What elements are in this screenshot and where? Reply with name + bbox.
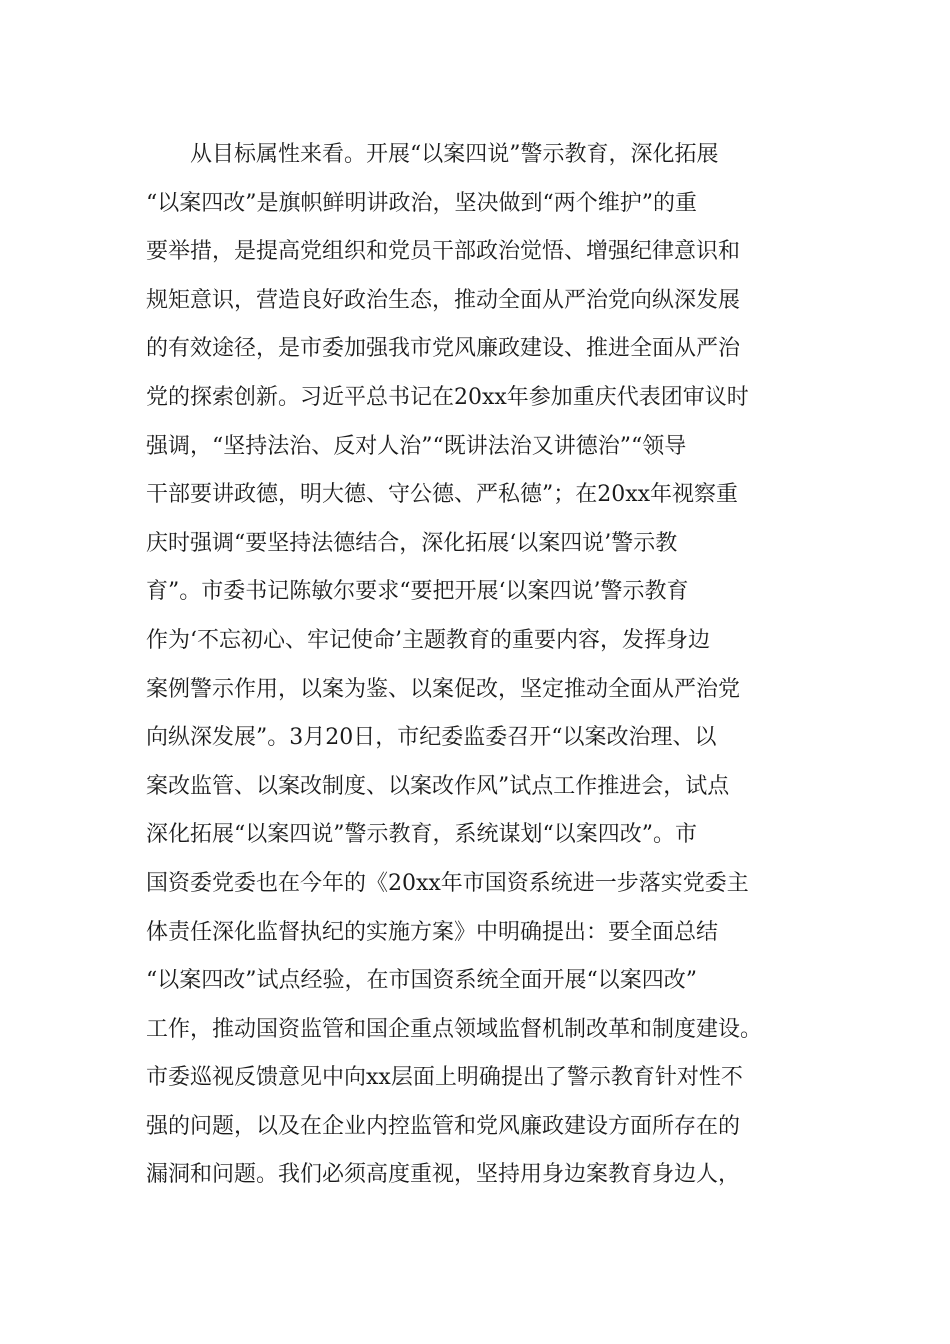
text-line: 向纵深发展”。3月20日，市纪委监委召开“以案改治理、以 (146, 725, 717, 751)
text-line: 作为‘不忘初心、牢记使命’主题教育的重要内容，发挥身边 (146, 627, 710, 653)
text-line: 干部要讲政德，明大德、守公德、严私德”；在20xx年视察重 (146, 482, 739, 508)
text-line: 漏洞和问题。我们必须高度重视，坚持用身边案教育身边人， (146, 1162, 741, 1188)
text-line: 案例警示作用，以案为鉴、以案促改，坚定推动全面从严治党 (146, 676, 741, 702)
text-line: “以案四改”试点经验，在市国资系统全面开展“以案四改” (146, 968, 697, 994)
text-line: 规矩意识，营造良好政治生态，推动全面从严治党向纵深发展 (146, 287, 741, 313)
text-line: 案改监管、以案改制度、以案改作风”试点工作推进会，试点 (146, 773, 730, 799)
text-line: 要举措，是提高党组织和党员干部政治觉悟、增强纪律意识和 (146, 239, 741, 265)
text-line: 育”。市委书记陈敏尔要求“要把开展‘以案四说’警示教育 (146, 579, 689, 605)
text-line: 从目标属性来看。开展“以案四说”警示教育，深化拓展 (190, 142, 719, 167)
text-line: “以案四改”是旗帜鲜明讲政治，坚决做到“两个维护”的重 (146, 190, 697, 216)
text-line: 国资委党委也在今年的《20xx年市国资系统进一步落实党委主 (146, 870, 749, 896)
text-line: 体责任深化监督执纪的实施方案》中明确提出：要全面总结 (146, 919, 719, 945)
text-line: 的有效途径，是市委加强我市党风廉政建设、推进全面从严治 (146, 336, 741, 362)
text-line: 工作，推动国资监管和国企重点领域监督机制改革和制度建设。 (146, 1016, 763, 1042)
text-line: 深化拓展“以案四说”警示教育，系统谋划“以案四改”。市 (146, 822, 697, 848)
text-line: 庆时强调“要坚持法德结合，深化拓展‘以案四说’警示教 (146, 530, 678, 556)
text-line: 市委巡视反馈意见中向xx层面上明确提出了警示教育针对性不 (146, 1065, 743, 1091)
text-line: 党的探索创新。习近平总书记在20xx年参加重庆代表团审议时 (146, 384, 749, 410)
text-line: 强调，“坚持法治、反对人治”“既讲法治又讲德治”“领导 (146, 433, 687, 459)
body-paragraph (146, 131, 806, 1200)
text-line: 强的问题，以及在企业内控监管和党风廉政建设方面所存在的 (146, 1113, 741, 1139)
